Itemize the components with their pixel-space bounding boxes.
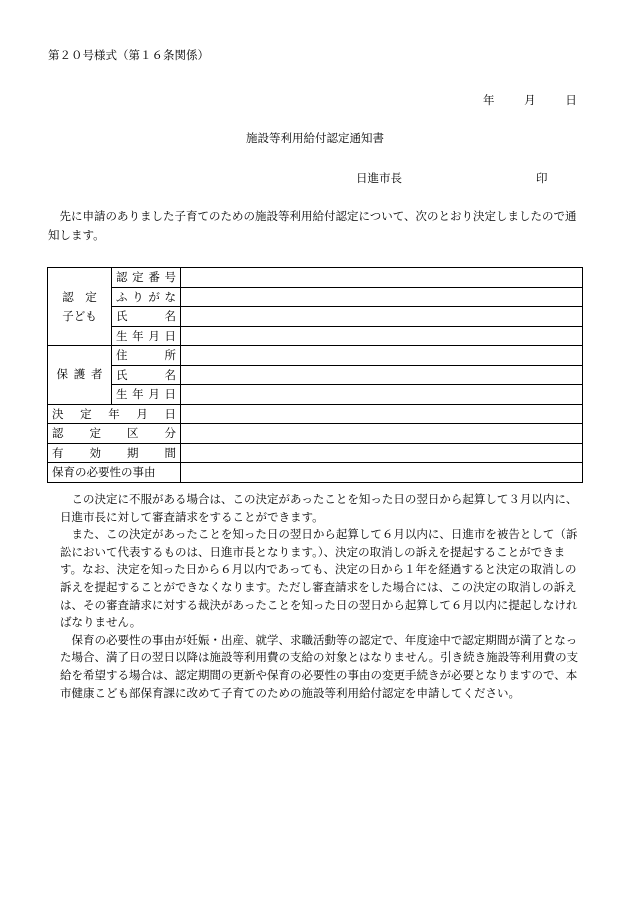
seal-mark: 印 [536,171,548,185]
label-guardian-name: 氏 名 [112,365,181,385]
label-child-name: 氏 名 [112,307,181,327]
certification-table [47,267,583,483]
intro-text: 先に申請のありました子育てのための施設等利用給付認定について、次のとおり決定しましたので通知します。 [48,209,577,242]
table-row [48,346,583,366]
table-row [48,287,583,307]
value-valid-period [181,443,583,463]
label-address: 住 所 [112,346,181,366]
note-lawsuit: また、この決定があったことを知った日の翌日から起算して６月以内に、日進市を被告として（訴訟において代表するものは、日進市長となります。）、決定の取消しの訴えを提起することができます。なお、決定を知った日から６月以内であっても、決定の日から１年を経過すると決定の取消しの訴えを提起することができなくなります。ただし審査請求をした場合には、この決定の取消しの訴えは、その審査請求に対する裁決があったことを知った日の翌日から起算して６月以内に提起しなければなりません。 [60,527,578,630]
date-year: 年 [483,93,495,107]
notes-section [60,491,580,702]
value-cert-number [181,268,583,288]
note-appeal: この決定に不服がある場合は、この決定があったことを知った日の翌日から起算して３月以内に、日進市長に対して審査請求をすることができます。 [60,492,578,524]
document-title: 施設等利用給付認定通知書 [246,131,384,145]
table-row [48,463,583,483]
label-decision-date: 決 定 年 月 日 [48,404,181,424]
table-row [48,365,583,385]
table-row [48,326,583,346]
child-group-label [48,268,112,346]
value-guardian-name [181,365,583,385]
form-number: 第２０号様式（第１６条関係） [48,48,209,62]
table-row [48,404,583,424]
label-child-birthdate: 生 年 月 日 [112,326,181,346]
label-necessity-reason: 保育の必要性の事由 [48,463,181,483]
table-row [48,307,583,327]
date-day: 日 [565,93,577,107]
child-group-line-2: 子ども [62,308,97,323]
date-month: 月 [524,93,536,107]
label-furigana: ふ り が な [112,287,181,307]
value-address [181,346,583,366]
child-group-line-1: 認 定 [62,289,97,304]
label-cert-category: 認 定 区 分 [48,424,181,444]
label-guardian-birthdate: 生 年 月 日 [112,385,181,405]
value-furigana [181,287,583,307]
label-valid-period: 有 効 期 間 [48,443,181,463]
date-line [483,92,577,108]
table-row [48,385,583,405]
value-decision-date [181,404,583,424]
value-necessity-reason [181,463,583,483]
value-child-birthdate [181,326,583,346]
value-cert-category [181,424,583,444]
table-row [48,443,583,463]
note-necessity: 保育の必要性の事由が妊娠・出産、就学、求職活動等の認定で、年度途中で認定期間が満了となった場合、満了日の翌日以降は施設等利用費の支給の対象とはなりません。引き続き施設等利用費の支給を希望する場合は、認定期間の更新や保育の必要性の事由の変更手続きが必要となりますので、本市健康こども部保育課に改めて子育てのための施設等利用給付認定を申請してください。 [60,632,579,700]
table-row [48,424,583,444]
label-cert-number: 認 定 番 号 [112,268,181,288]
table-row [48,268,583,288]
value-child-name [181,307,583,327]
value-guardian-birthdate [181,385,583,405]
guardian-group-label: 保 護 者 [48,346,112,405]
mayor-label: 日進市長 [356,171,402,185]
